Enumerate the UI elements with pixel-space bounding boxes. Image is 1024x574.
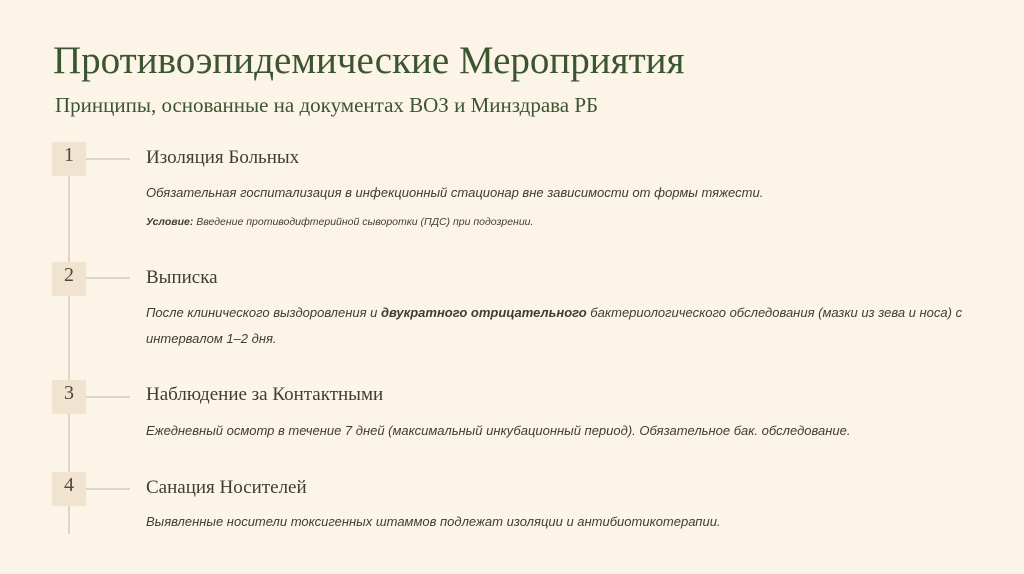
step-connector [86,488,130,490]
step-number: 3 [64,382,74,404]
description-part: После клинического выздоровления и [146,305,382,320]
step-number: 4 [64,474,74,496]
step-number-box [52,380,86,414]
step-title-contacts: Наблюдение за Контактными [146,384,384,405]
step-number-box [52,472,86,506]
step-title-carriers: Санация Носителей [146,477,307,498]
step-description-discharge [146,300,966,352]
page-title: Противоэпидемические Мероприятия [53,39,685,82]
note-label: Условие: [146,216,194,228]
step-connector [86,396,130,398]
step-connector [86,158,130,160]
step-description-carriers: Выявленные носители токсигенных штаммов подлежат изоляции и антибиотикотерапии. [146,514,721,529]
step-number-box [52,142,86,176]
page-subtitle: Принципы, основанные на документах ВОЗ и Минздрава РБ [55,93,599,117]
step-number-box [52,262,86,296]
step-description-contacts: Ежедневный осмотр в течение 7 дней (максимальный инкубационный период). Обязательное бак. обследование. [146,423,851,438]
step-number: 1 [64,144,74,166]
step-connector [86,277,130,279]
step-title-discharge: Выписка [146,267,218,288]
step-number: 2 [64,264,74,286]
step-note-isolation [146,216,533,228]
step-title-isolation: Изоляция Больных [146,147,300,168]
description-part: бактериологического обследования (мазки из зева и носа) с интервалом 1–2 дня. [146,305,963,346]
description-emphasis: двукратного отрицательного [381,305,587,320]
step-description-isolation: Обязательная госпитализация в инфекционный стационар вне зависимости от формы тяжести. [146,185,764,200]
note-text: Введение противодифтерийной сыворотки (ПДС) при подозрении. [193,216,534,228]
